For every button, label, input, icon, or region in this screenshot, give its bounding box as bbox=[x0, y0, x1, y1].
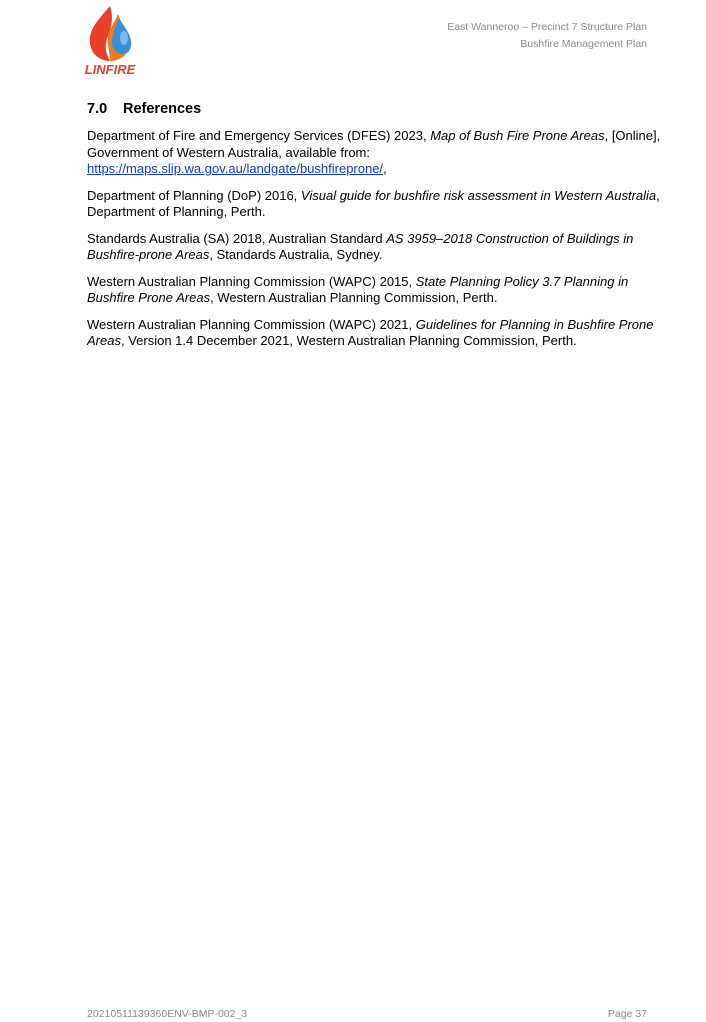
reference-text: , [Online], Government of Western Australia, available from: bbox=[87, 128, 661, 160]
header-document-title: East Wanneroo – Precinct 7 Structure Plan bbox=[447, 21, 647, 33]
reference-item bbox=[87, 274, 662, 307]
reference-title: Visual guide for bushfire risk assessment in Western Australia bbox=[300, 187, 657, 203]
reference-text: Standards Australia (SA) 2018, Australian Standard bbox=[87, 230, 387, 246]
reference-text: Department of Planning (DoP) 2016, bbox=[87, 187, 301, 203]
reference-text: , Standards Australia, Sydney. bbox=[209, 247, 383, 262]
reference-title: State Planning Policy 3.7 Planning in Bushfire Prone Areas bbox=[87, 273, 629, 305]
reference-text: , Version 1.4 December 2021, Western Australian Planning Commission, Perth. bbox=[120, 333, 577, 348]
section-heading bbox=[87, 101, 201, 117]
logo-text: LINFIRE bbox=[84, 62, 136, 77]
reference-text: Western Australian Planning Commission (WAPC) 2015, bbox=[87, 273, 416, 289]
footer-document-id: 20210511139360ENV-BMP-002_3 bbox=[87, 1008, 248, 1020]
reference-text: Western Australian Planning Commission (WAPC) 2021, bbox=[87, 316, 416, 332]
reference-text: , bbox=[383, 161, 387, 176]
reference-list bbox=[87, 128, 662, 360]
footer-page-number: Page 37 bbox=[607, 1008, 647, 1020]
section-number: 7.0 bbox=[87, 101, 108, 117]
flame-drop-icon bbox=[84, 4, 136, 62]
reference-text: Department of Fire and Emergency Services (DFES) 2023, bbox=[87, 128, 431, 143]
reference-text: , Department of Planning, Perth. bbox=[87, 187, 660, 219]
header-document-subtitle: Bushfire Management Plan bbox=[520, 38, 647, 50]
reference-title: Map of Bush Fire Prone Areas bbox=[430, 128, 605, 143]
linfire-logo bbox=[84, 4, 136, 80]
section-title: References bbox=[123, 101, 202, 117]
reference-title: Guidelines for Planning in Bushfire Prone Areas bbox=[87, 316, 654, 348]
bushfire-prone-link[interactable]: https://maps.slip.wa.gov.au/landgate/bushfireprone/ bbox=[87, 161, 384, 176]
reference-item bbox=[87, 128, 662, 178]
reference-item bbox=[87, 188, 662, 221]
reference-item bbox=[87, 231, 662, 264]
reference-text: , Western Australian Planning Commission, Perth. bbox=[210, 290, 498, 305]
reference-title: AS 3959–2018 Construction of Buildings in Bushfire-prone Areas bbox=[87, 230, 634, 262]
reference-item bbox=[87, 317, 662, 350]
